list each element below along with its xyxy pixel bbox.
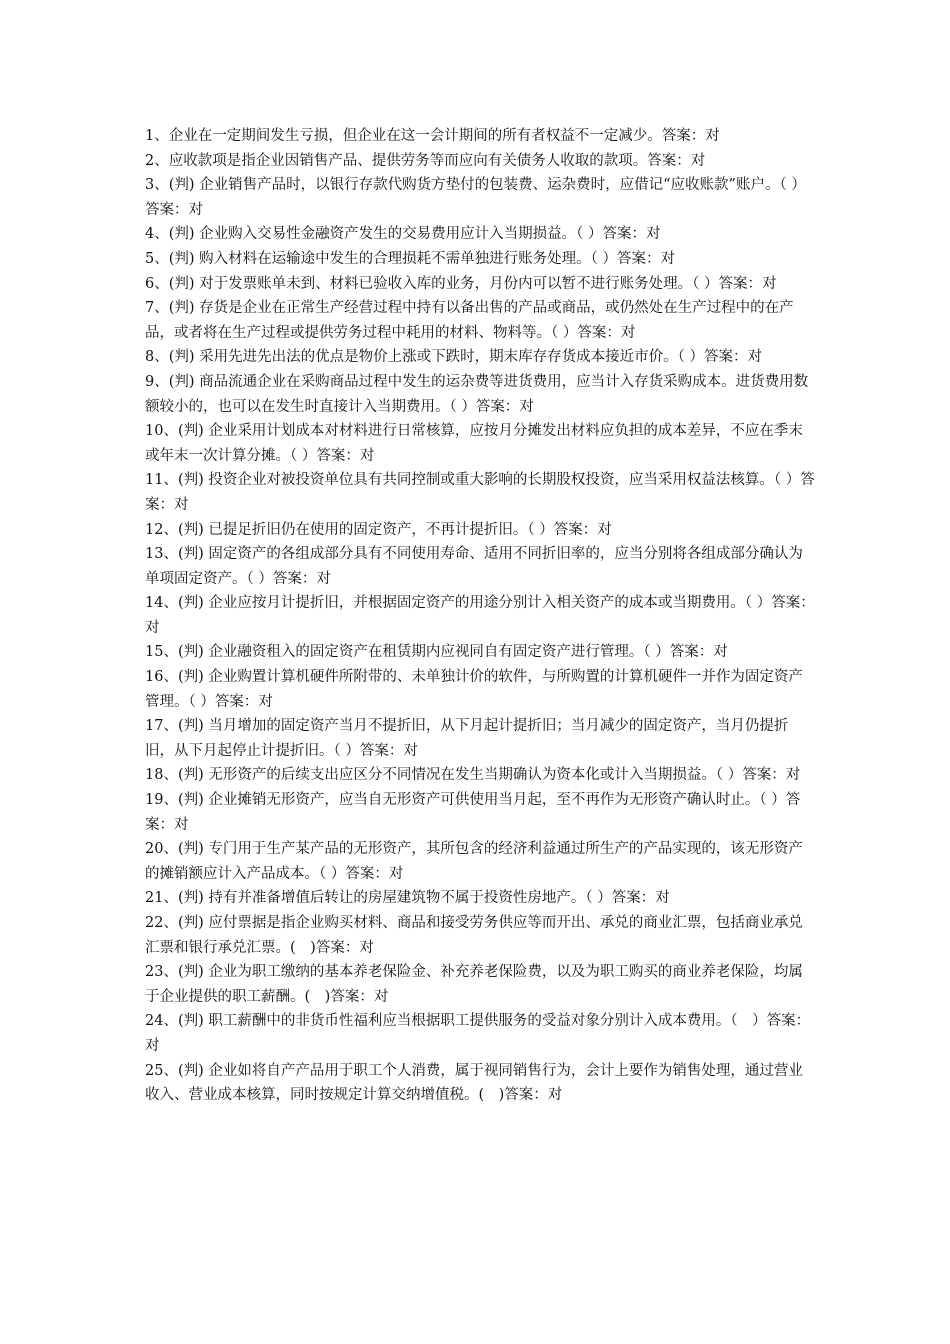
question-19: 19、(判) 企业摊销无形资产，应当自无形资产可供使用当月起，至不再作为无形资产确认时止。（ ）答案：对 <box>145 792 801 833</box>
question-1: 1、企业在一定期间发生亏损，但企业在这一会计期间的所有者权益不一定减少。答案：对 <box>145 128 720 144</box>
question-21: 21、(判) 持有并准备增值后转让的房屋建筑物不属于投资性房地产。（ ）答案：对 <box>145 890 670 907</box>
question-18: 18、(判) 无形资产的后续支出应区分不同情况在发生当期确认为资本化或计入当期损益。（ ）答案：对 <box>145 767 801 784</box>
question-20: 20、(判) 专门用于生产某产品的无形资产，其所包含的经济利益通过所生产的产品实现的，该无形资产的摊销额应计入产品成本。（ ）答案：对 <box>145 841 803 882</box>
question-25: 25、(判) 企业如将自产产品用于职工个人消费，属于视同销售行为，会计上要作为销售处理，通过营业收入、营业成本核算，同时按规定计算交纳增值税。( )答案：对 <box>145 1062 803 1104</box>
question-11: 11、(判) 投资企业对被投资单位具有共同控制或重大影响的长期股权投资，应当采用权益法核算。（ ）答案：对 <box>145 472 815 513</box>
question-2: 2、应收款项是指企业因销售产品、提供劳务等而应向有关债务人收取的款项。答案：对 <box>145 152 706 169</box>
question-22: 22、(判) 应付票据是指企业购买材料、商品和接受劳务供应等而开出、承兑的商业汇票，包括商业承兑汇票和银行承兑汇票。( )答案：对 <box>145 915 803 956</box>
question-17: 17、(判) 当月增加的固定资产当月不提折旧，从下月起计提折旧；当月减少的固定资产，当月仍提折旧，从下月起停止计提折旧。（ ）答案：对 <box>145 718 789 759</box>
question-15: 15、(判) 企业融资租入的固定资产在租赁期内应视同自有固定资产进行管理。（ ）答案：对 <box>145 644 728 661</box>
question-13: 13、(判) 固定资产的各组成部分具有不同使用寿命、适用不同折旧率的，应当分别将各组成部分确认为单项固定资产。（ ）答案：对 <box>145 546 803 587</box>
question-12: 12、(判) 已提足折旧仍在使用的固定资产，不再计提折旧。（ ）答案：对 <box>145 521 612 538</box>
question-8: 8、(判) 采用先进先出法的优点是物价上涨或下跌时，期末库存存货成本接近市价。（ ）答案：对 <box>145 349 763 366</box>
question-5: 5、(判) 购入材料在运输途中发生的合理损耗不需单独进行账务处理。（ ）答案：对 <box>145 250 676 267</box>
question-9: 9、(判) 商品流通企业在采购商品过程中发生的运杂费等进货费用，应当计入存货采购成本。进货费用数额较小的，也可以在发生时直接计入当期费用。（ ）答案：对 <box>145 373 809 415</box>
question-4: 4、(判) 企业购入交易性金融资产发生的交易费用应计入当期损益。（ ）答案：对 <box>145 226 661 243</box>
question-23: 23、(判) 企业为职工缴纳的基本养老保险金、补充养老保险费，以及为职工购买的商业养老保险，均属于企业提供的职工薪酬。( )答案：对 <box>145 964 803 1005</box>
question-24: 24、(判) 职工薪酬中的非货币性福利应当根据职工提供服务的受益对象分别计入成本费用。（ ）答案：对 <box>145 1013 811 1054</box>
question-14: 14、(判) 企业应按月计提折旧，并根据固定资产的用途分别计入相关资产的成本或当期费用。（ ）答案：对 <box>145 595 815 636</box>
question-10: 10、(判) 企业采用计划成本对材料进行日常核算，应按月分摊发出材料应负担的成本差异，不应在季末或年末一次计算分摊。（ ）答案：对 <box>145 423 803 464</box>
question-7: 7、(判) 存货是企业在正常生产经营过程中持有以备出售的产品或商品，或仍然处在生产过程中的在产品，或者将在生产过程或提供劳务过程中耗用的材料、物料等。（ ）答案：对 <box>145 300 794 341</box>
question-3: 3、(判) 企业销售产品时，以银行存款代购货方垫付的包装费、运杂费时，应借记“应收账款”账户。（ ）答案：对 <box>145 177 806 218</box>
question-16: 16、(判) 企业购置计算机硬件所附带的、未单独计价的软件，与所购置的计算机硬件一并作为固定资产管理。（ ）答案：对 <box>145 669 803 710</box>
document-body <box>145 124 817 1108</box>
question-6: 6、(判) 对于发票账单未到、材料已验收入库的业务，月份内可以暂不进行账务处理。（ ）答案：对 <box>145 275 777 292</box>
